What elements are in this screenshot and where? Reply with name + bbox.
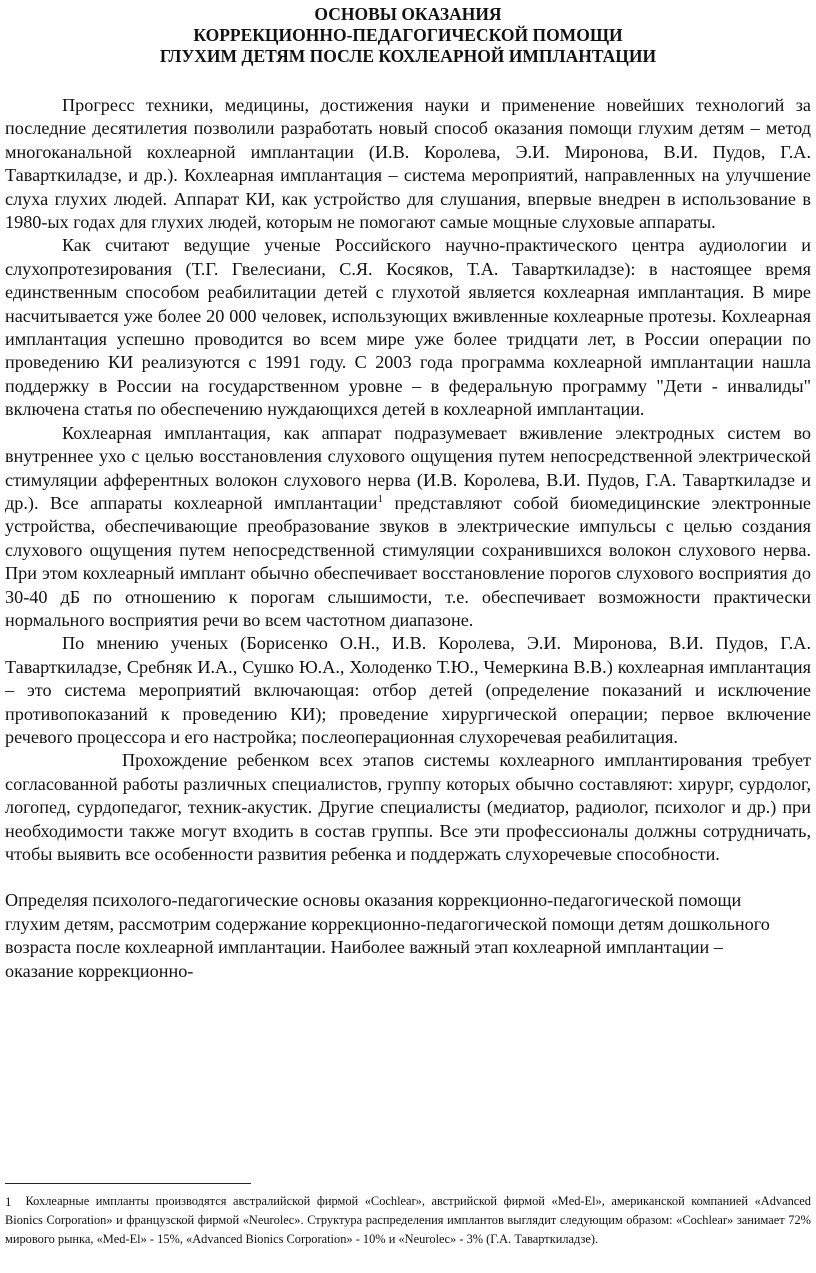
paragraph-2: Как считают ведущие ученые Российского научно-практического центра аудиологии и слухопротезирования (Т.Г. Гвелесиани, С.Я. Косяков, Т.А. Таварткиладзе): в настоящее время единственным способом реабилитации детей с глухотой является кохлеарная имплантация. В мире насчитывается уже более 20 000 человек, использующих вживленные кохлеарные протезы. Кохлеарная имплантация успешно проводится во всем мире уже более тридцати лет, в России операции по проведению КИ реализуются с 1991 году. С 2003 года программа кохлеарной имплантации нашла поддержку в России на государственном уровне – в федеральную программу "Дети - инвалиды" включена статья по обеспечению нуждающихся детей в кохлеарной имплантации.	[5, 235, 811, 420]
title-line-2: КОРРЕКЦИОННО-ПЕДАГОГИЧЕСКОЙ ПОМОЩИ	[193, 25, 623, 45]
paragraph-6: Определяя психолого-педагогические основы оказания коррекционно-педагогической помощи глухим детям, рассмотрим содержание коррекционно-педагогической помощи детям дошкольного возраста после кохлеарной имплантации. Наиболее важный этап кохлеарной имплантации – оказание коррекционно-	[5, 890, 770, 981]
footnote-text: Кохлеарные импланты производятся австралийской фирмой «Cochlear», австрийской фирмой «Med-El», американской компанией «Advanced Bionics Corporation» и французской фирмой «Neurolec». Структура распределения имплантов выглядит следующим образом: «Cochlear» занимает 72% мирового рынка, «Med-El» - 15%, «Advanced Bionics Corporation» - 10% и «Neurolec» - 3% (Г.А. Таварткиладзе).	[5, 1194, 811, 1246]
footnote-mark: 1	[5, 1194, 12, 1209]
footnote	[5, 1192, 811, 1249]
paragraph-3-part-a: Кохлеарная имплантация, как аппарат подразумевает вживление электродных систем во внутреннее ухо с целью восстановления слухового ощущения путем непосредственной электрической стимуляции афферентных волокон слухового нерва (И.В. Королева, В.И. Пудов, Г.А. Таварткиладзе и др.). Все аппараты кохлеарной имплантации	[5, 422, 811, 513]
paragraph-1: Прогресс техники, медицины, достижения науки и применение новейших технологий за последние десятилетия позволили разработать новый способ оказания помощи глухим детям – метод многоканальной кохлеарной имплантации (И.В. Королева, Э.И. Миронова, В.И. Пудов, Г.А. Таварткиладзе, и др.). Кохлеарная имплантация – система мероприятий, направленных на улучшение слуха глухих людей. Аппарат КИ, как устройство для слушания, впервые внедрен в использование в 1980-ых годах для глухих людей, которым не помогают самые мощные слуховые аппараты.	[5, 95, 811, 233]
paragraph-3	[5, 422, 811, 633]
paragraph-3-part-b: представляют собой биомедицинские электронные устройства, обеспечивающие преобразование звуков в электрические импульсы с целью создания слухового ощущения путем непосредственной стимуляции сохранившихся волокон слухового нерва. При этом кохлеарный имплант обычно обеспечивает восстановление порогов слухового восприятия до 30-40 дБ по отношению к порогам слышимости, т.е. обеспечивает возможности практически нормального восприятия речи во всем частотном диапазоне.	[5, 492, 811, 630]
document-title	[0, 4, 816, 67]
title-line-1: ОСНОВЫ ОКАЗАНИЯ	[314, 4, 502, 24]
paragraph-4: По мнению ученых (Борисенко О.Н., И.В. Королева, Э.И. Миронова, В.И. Пудов, Г.А. Таварткиладзе, Сребняк И.А., Сушко Ю.А., Холоденко Т.Ю., Чемеркина В.В.) кохлеарная имплантация – это система мероприятий включающая: отбор детей (определение показаний и исключение противопоказаний к проведению КИ); проведение хирургической операции; первое включение речевого процессора и его настройка; послеоперационная слухоречевая реабилитация.	[5, 633, 811, 747]
title-line-3: ГЛУХИМ ДЕТЯМ ПОСЛЕ КОХЛЕАРНОЙ ИМПЛАНТАЦИИ	[159, 46, 657, 66]
document-body	[5, 94, 811, 983]
footnote-reference[interactable]: 1	[377, 492, 383, 505]
paragraph-5: Прохождение ребенком всех этапов системы кохлеарного имплантирования требует согласованной работы различных специалистов, группу которых обычно составляют: хирург, сурдолог, логопед, сурдопедагог, техник-акустик. Другие специалисты (медиатор, радиолог, психолог и др.) при необходимости также могут входить в состав группы. Все эти профессионалы должны сотрудничать, чтобы выявить все особенности развития ребенка и поддержать слухоречевые способности.	[5, 750, 811, 864]
footnote-divider	[5, 1183, 251, 1184]
